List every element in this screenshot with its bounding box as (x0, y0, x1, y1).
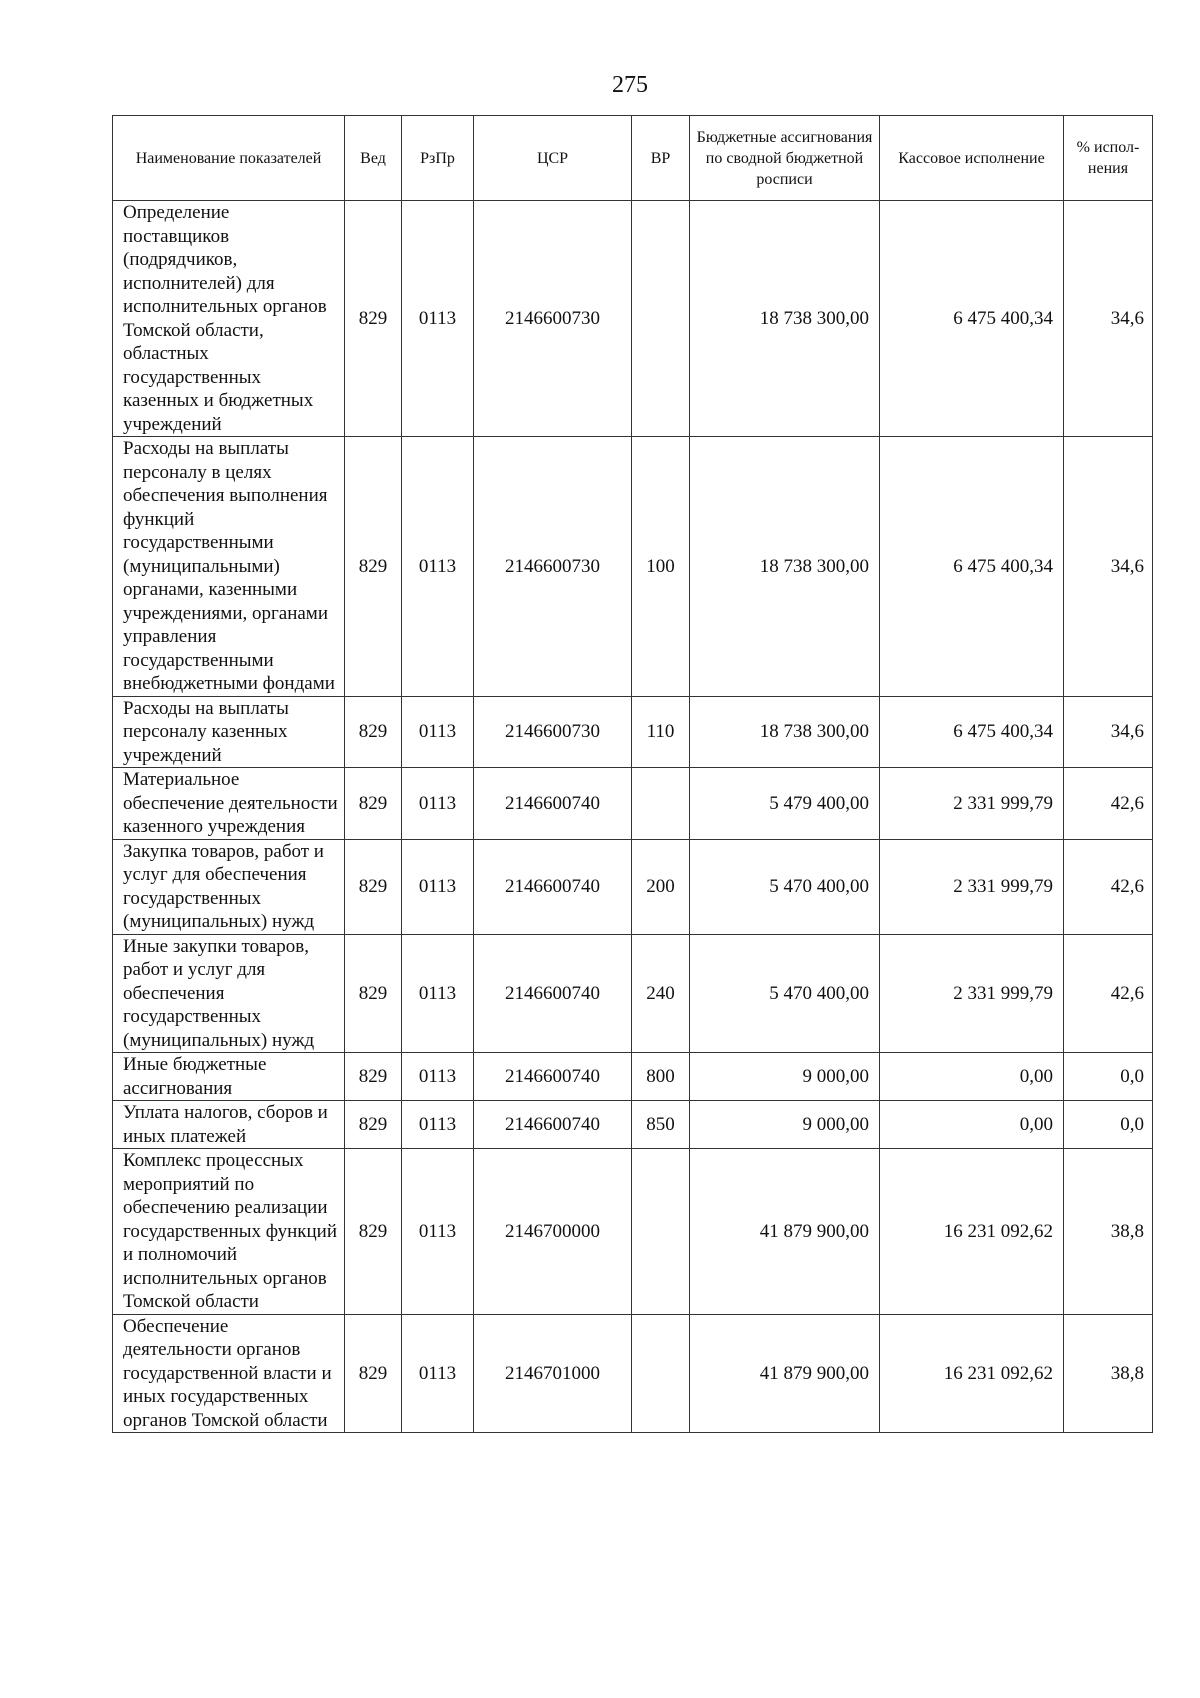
header-cash-execution: Кассовое исполнение (880, 116, 1064, 201)
table-row (113, 839, 1153, 934)
row-name: Закупка товаров, работ и услуг для обеспечения государственных (муниципальных) нужд (113, 839, 345, 934)
table-row (113, 1101, 1153, 1149)
row-assignments: 9 000,00 (690, 1053, 880, 1101)
row-csr: 2146600730 (474, 437, 632, 697)
row-rzpr: 0113 (402, 1314, 474, 1433)
table-row (113, 437, 1153, 697)
table-row (113, 1149, 1153, 1315)
row-rzpr: 0113 (402, 437, 474, 697)
row-percent: 34,6 (1064, 696, 1153, 768)
row-csr: 2146600730 (474, 201, 632, 437)
row-vr: 800 (632, 1053, 690, 1101)
row-vr: 100 (632, 437, 690, 697)
row-csr: 2146600740 (474, 768, 632, 840)
row-csr: 2146701000 (474, 1314, 632, 1433)
row-assignments: 18 738 300,00 (690, 696, 880, 768)
row-vr: 110 (632, 696, 690, 768)
table-row (113, 934, 1153, 1053)
row-vr (632, 201, 690, 437)
row-cash-execution: 16 231 092,62 (880, 1314, 1064, 1433)
row-percent: 34,6 (1064, 201, 1153, 437)
row-vr (632, 768, 690, 840)
row-cash-execution: 2 331 999,79 (880, 934, 1064, 1053)
row-rzpr: 0113 (402, 1053, 474, 1101)
row-cash-execution: 6 475 400,34 (880, 437, 1064, 697)
header-vr: ВР (632, 116, 690, 201)
row-csr: 2146600740 (474, 934, 632, 1053)
row-ved: 829 (345, 1053, 402, 1101)
header-name: Наименование показателей (113, 116, 345, 201)
row-percent: 38,8 (1064, 1149, 1153, 1315)
row-rzpr: 0113 (402, 696, 474, 768)
row-name: Обеспечение деятельности органов государственной власти и иных государственных органов Томской области (113, 1314, 345, 1433)
row-name: Расходы на выплаты персоналу казенных учреждений (113, 696, 345, 768)
row-assignments: 5 479 400,00 (690, 768, 880, 840)
row-assignments: 5 470 400,00 (690, 934, 880, 1053)
row-ved: 829 (345, 1149, 402, 1315)
header-csr: ЦСР (474, 116, 632, 201)
row-percent: 34,6 (1064, 437, 1153, 697)
row-percent: 42,6 (1064, 839, 1153, 934)
row-csr: 2146600740 (474, 1053, 632, 1101)
row-ved: 829 (345, 1314, 402, 1433)
row-assignments: 5 470 400,00 (690, 839, 880, 934)
table-row (113, 768, 1153, 840)
row-percent: 42,6 (1064, 768, 1153, 840)
row-cash-execution: 2 331 999,79 (880, 768, 1064, 840)
table-row (113, 1053, 1153, 1101)
row-vr: 200 (632, 839, 690, 934)
row-assignments: 18 738 300,00 (690, 201, 880, 437)
row-percent: 38,8 (1064, 1314, 1153, 1433)
row-ved: 829 (345, 768, 402, 840)
row-vr: 850 (632, 1101, 690, 1149)
row-cash-execution: 6 475 400,34 (880, 696, 1064, 768)
budget-table (112, 115, 1153, 1433)
row-cash-execution: 2 331 999,79 (880, 839, 1064, 934)
row-percent: 42,6 (1064, 934, 1153, 1053)
row-name: Материальное обеспечение деятельности казенного учреждения (113, 768, 345, 840)
row-assignments: 41 879 900,00 (690, 1149, 880, 1315)
row-csr: 2146700000 (474, 1149, 632, 1315)
row-assignments: 18 738 300,00 (690, 437, 880, 697)
header-assignments: Бюджетные ассигнования по сводной бюджетной росписи (690, 116, 880, 201)
header-rzpr: РзПр (402, 116, 474, 201)
row-name: Определение поставщиков (подрядчиков, исполнителей) для исполнительных органов Томской области, областных государственных казенных и бюджетных учреждений (113, 201, 345, 437)
header-percent: % испол-нения (1064, 116, 1153, 201)
table-row (113, 201, 1153, 437)
row-cash-execution: 16 231 092,62 (880, 1149, 1064, 1315)
row-csr: 2146600730 (474, 696, 632, 768)
row-assignments: 41 879 900,00 (690, 1314, 880, 1433)
row-ved: 829 (345, 1101, 402, 1149)
row-name: Комплекс процессных мероприятий по обеспечению реализации государственных функций и полномочий исполнительных органов Томской области (113, 1149, 345, 1315)
row-csr: 2146600740 (474, 839, 632, 934)
row-name: Расходы на выплаты персоналу в целях обеспечения выполнения функций государственными (муниципальными) органами, казенными учреждениями, органами управления государственными внебюджетными фондами (113, 437, 345, 697)
row-ved: 829 (345, 201, 402, 437)
row-csr: 2146600740 (474, 1101, 632, 1149)
row-ved: 829 (345, 696, 402, 768)
table-row (113, 696, 1153, 768)
page-number: 275 (612, 72, 648, 98)
row-rzpr: 0113 (402, 934, 474, 1053)
header-ved: Вед (345, 116, 402, 201)
row-rzpr: 0113 (402, 201, 474, 437)
row-ved: 829 (345, 839, 402, 934)
row-cash-execution: 0,00 (880, 1101, 1064, 1149)
row-percent: 0,0 (1064, 1053, 1153, 1101)
table-row (113, 1314, 1153, 1433)
row-rzpr: 0113 (402, 839, 474, 934)
row-name: Иные закупки товаров, работ и услуг для обеспечения государственных (муниципальных) нужд (113, 934, 345, 1053)
row-rzpr: 0113 (402, 1149, 474, 1315)
table-header-row (113, 116, 1153, 201)
row-ved: 829 (345, 437, 402, 697)
row-cash-execution: 0,00 (880, 1053, 1064, 1101)
row-rzpr: 0113 (402, 768, 474, 840)
row-vr (632, 1149, 690, 1315)
row-cash-execution: 6 475 400,34 (880, 201, 1064, 437)
row-name: Уплата налогов, сборов и иных платежей (113, 1101, 345, 1149)
row-rzpr: 0113 (402, 1101, 474, 1149)
row-vr: 240 (632, 934, 690, 1053)
row-ved: 829 (345, 934, 402, 1053)
row-vr (632, 1314, 690, 1433)
row-assignments: 9 000,00 (690, 1101, 880, 1149)
row-percent: 0,0 (1064, 1101, 1153, 1149)
row-name: Иные бюджетные ассигнования (113, 1053, 345, 1101)
